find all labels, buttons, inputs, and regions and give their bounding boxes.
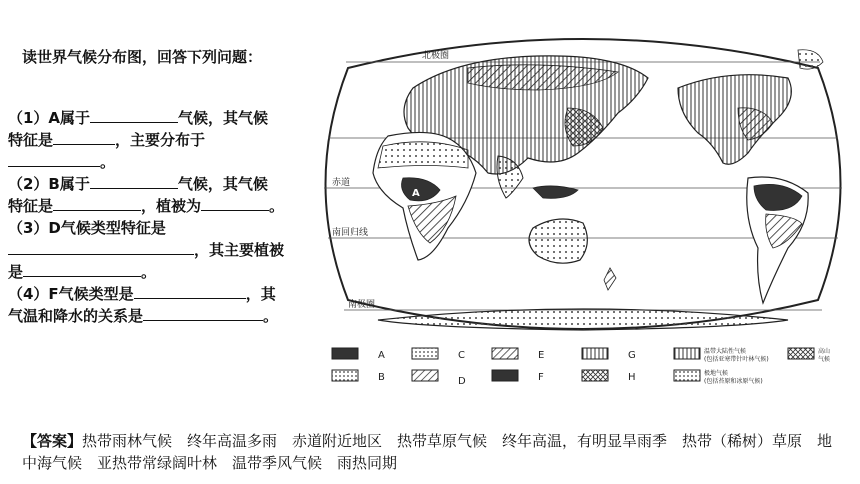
legend-swatch-e bbox=[492, 348, 518, 359]
q2-text-d: ，植被为 bbox=[141, 197, 202, 215]
q4-blank-1[interactable] bbox=[134, 284, 246, 299]
legend-swatch-d bbox=[412, 370, 438, 381]
q1-text-d: ，主要分布于 bbox=[115, 131, 206, 149]
greenland-land bbox=[798, 50, 823, 69]
question-3-line-1 bbox=[8, 218, 166, 239]
q1-blank-2[interactable] bbox=[53, 130, 115, 145]
answer-text: 热带雨林气候 终年高温多雨 赤道附近地区 热带草原气候 终年高温，有明显旱雨季 热带（稀树）草原 地中海气候 亚热带常绿阔叶林 温带季风气候 雨热同期 bbox=[22, 432, 833, 472]
q3-blank-2[interactable] bbox=[23, 262, 141, 277]
answer-block bbox=[22, 430, 842, 474]
q3-text-a: （3）D气候类型特征是 bbox=[8, 219, 166, 237]
legend-swatch-b bbox=[332, 370, 358, 381]
question-1-line-1 bbox=[8, 108, 268, 129]
answer-tag: 【答案】 bbox=[22, 432, 83, 450]
question-1-line-3 bbox=[8, 152, 115, 173]
q3-text-c: 是 bbox=[8, 263, 24, 281]
legend-temperate-continental-title: 温带大陆性气候 bbox=[704, 348, 747, 355]
legend-label-a: A bbox=[378, 350, 385, 361]
legend-swatch-temperate-continental bbox=[674, 348, 700, 359]
sahara-zone bbox=[378, 142, 468, 168]
legend-highland-title-2: 气候 bbox=[818, 356, 831, 363]
label-equator: 赤道 bbox=[332, 178, 351, 188]
world-climate-map bbox=[318, 28, 848, 340]
q2-blank-1[interactable] bbox=[90, 174, 178, 189]
q3-text-b: ，其主要植被 bbox=[194, 241, 285, 259]
q3-blank-1[interactable] bbox=[8, 240, 194, 255]
q4-text-c: 气温和降水的关系是 bbox=[8, 307, 144, 325]
legend-label-d: D bbox=[458, 376, 466, 387]
q1-blank-3[interactable] bbox=[8, 152, 100, 167]
q4-text-d: 。 bbox=[263, 307, 279, 325]
label-antarctic-circle: 南极圈 bbox=[348, 300, 376, 310]
question-3-line-2 bbox=[8, 240, 284, 261]
q4-text-b: ，其 bbox=[245, 285, 276, 303]
question-1-line-2 bbox=[8, 130, 205, 151]
intro-text: 读世界气候分布图，回答下列问题： bbox=[22, 48, 263, 66]
q1-blank-1[interactable] bbox=[90, 108, 178, 123]
question-2-line-1 bbox=[8, 174, 268, 195]
q1-text-c: 特征是 bbox=[8, 131, 54, 149]
q2-text-a: （2）B属于 bbox=[8, 175, 90, 193]
label-tropic-south: 南回归线 bbox=[332, 228, 369, 238]
question-3-line-3 bbox=[8, 262, 156, 283]
legend-temperate-continental-sub: (包括亚寒带针叶林气候) bbox=[704, 356, 769, 363]
legend-swatch-polar bbox=[674, 370, 700, 381]
legend-swatch-h bbox=[582, 370, 608, 381]
q2-text-e: 。 bbox=[269, 197, 285, 215]
legend-label-c: C bbox=[458, 350, 465, 361]
question-4-line-2 bbox=[8, 306, 278, 327]
legend-label-b: B bbox=[378, 372, 385, 383]
legend-label-g: G bbox=[628, 350, 636, 361]
legend-swatch-g bbox=[582, 348, 608, 359]
legend-label-h: H bbox=[628, 372, 636, 383]
legend-label-f: F bbox=[538, 372, 544, 383]
q4-blank-2[interactable] bbox=[143, 306, 263, 321]
map-letter-a: A bbox=[412, 188, 420, 199]
legend-swatch-a bbox=[332, 348, 358, 359]
question-4-line-1 bbox=[8, 284, 276, 305]
map-legend bbox=[318, 342, 848, 390]
question-2-line-2 bbox=[8, 196, 284, 217]
q2-blank-3[interactable] bbox=[201, 196, 269, 211]
legend-swatch-highland bbox=[788, 348, 814, 359]
q2-blank-2[interactable] bbox=[53, 196, 141, 211]
legend-label-e: E bbox=[538, 350, 545, 361]
q1-text-a: （1）A属于 bbox=[8, 109, 91, 127]
q1-text-e: 。 bbox=[100, 153, 116, 171]
legend-highland-title: 高山 bbox=[818, 348, 831, 355]
q4-text-a: （4）F气候类型是 bbox=[8, 285, 134, 303]
q2-text-c: 特征是 bbox=[8, 197, 54, 215]
legend-swatch-c bbox=[412, 348, 438, 359]
legend-polar-sub: (包括苔原和冰原气候) bbox=[704, 378, 763, 385]
q1-text-b: 气候，其气候 bbox=[178, 109, 269, 127]
legend-polar-title: 极地气候 bbox=[704, 370, 729, 377]
legend-swatch-f bbox=[492, 370, 518, 381]
label-arctic-circle: 北极圈 bbox=[422, 51, 450, 61]
q2-text-b: 气候，其气候 bbox=[177, 175, 268, 193]
q3-text-d: 。 bbox=[141, 263, 157, 281]
